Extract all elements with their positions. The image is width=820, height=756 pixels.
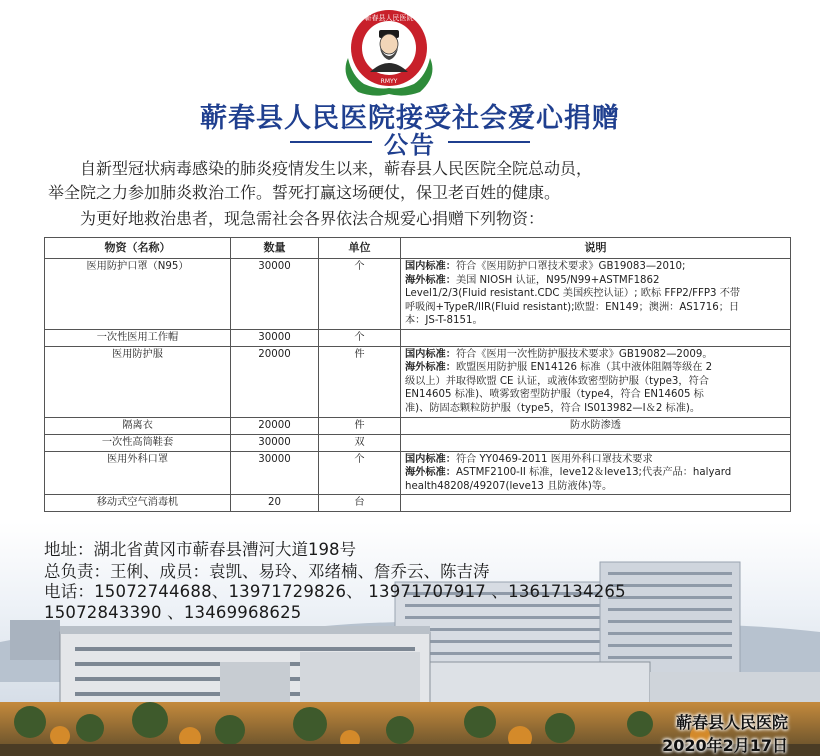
standard-text: 呼吸阀+TypeR/IIR(Fluid resistant);欧盟：EN149；澳洲：AS1716；日 [405, 301, 740, 313]
description-cell [401, 346, 791, 417]
hospital-logo [334, 6, 444, 98]
description-cell [401, 329, 791, 346]
phone-numbers-line-2: 15072843390 、13469968625 [44, 603, 302, 622]
standard-text: 本：JS-T-8151。 [405, 315, 483, 326]
subtitle-row [0, 128, 820, 159]
item-name-cell: 隔离衣 [45, 417, 231, 434]
quantity-cell: 30000 [231, 329, 319, 346]
subtitle-divider-right [448, 141, 530, 143]
unit-cell: 个 [319, 329, 401, 346]
responsible-persons-text: 总负责：王俐、成员：袁凯、易玲、邓绪楠、詹乔云、陈吉涛 [44, 562, 490, 581]
description-line [405, 402, 786, 416]
quantity-cell: 30000 [231, 434, 319, 451]
unit-cell: 个 [319, 451, 401, 495]
standard-text: 欧盟医用防护服 EN14126 标准（其中液体阻隔等级在 2 [455, 362, 713, 373]
standard-text: health48208/49207(leve13 且防液体)等。 [405, 480, 613, 492]
table-row [45, 259, 791, 330]
unit-cell: 双 [319, 434, 401, 451]
header-item-name: 物资（名称） [45, 238, 231, 259]
description-line [405, 466, 786, 480]
table-row [45, 434, 791, 451]
unit-cell: 件 [319, 417, 401, 434]
standard-label: 国内标准： [405, 261, 456, 272]
logo-ring-text: 蕲春县人民医院 [364, 14, 414, 22]
standard-label: 海外标准： [405, 362, 456, 373]
standard-label: 海外标准： [405, 467, 456, 478]
standard-text: EN14605 标准)、喷雾致密型防护服（type4，符合 EN14605 标 [405, 389, 704, 400]
description-line [405, 274, 786, 288]
standard-text: 级以上）并取得欧盟 CE 认证，或液体致密型防护服（type3，符合 [405, 375, 709, 387]
header-unit: 单位 [319, 238, 401, 259]
table-header-row [45, 238, 791, 259]
standard-text: Level1/2/3(Fluid resistant.CDC 美国疾控认证）; 欧标 FFP2/FFP3 不带 [405, 288, 741, 299]
header-quantity: 数量 [231, 238, 319, 259]
header-description: 说明 [401, 238, 791, 259]
description-line [405, 453, 786, 467]
standard-text: ASTMF2100-II 标准，leve12＆leve13;代表产品：halyard [455, 467, 732, 478]
quantity-cell: 30000 [231, 259, 319, 330]
unit-cell: 件 [319, 346, 401, 417]
description-line [405, 419, 786, 433]
standard-text: 符合《医用一次性防护服技术要求》GB19082—2009。 [455, 348, 713, 360]
unit-cell: 个 [319, 259, 401, 330]
signature-date: 2020年2月17日 [662, 736, 788, 755]
standard-text: 准)、防固态颗粒防护服（type5，符合 IS013982—I＆2 标准)。 [405, 402, 701, 414]
item-name-cell: 一次性医用工作帽 [45, 329, 231, 346]
standard-label: 国内标准： [405, 453, 456, 465]
phone-numbers-line-1: 电话：15072744688、13971729826、 13971707917 、13617134265 [44, 582, 626, 601]
description-line [405, 314, 786, 328]
standard-label: 国内标准： [405, 348, 456, 360]
description-line [405, 287, 786, 301]
table-row [45, 451, 791, 495]
subtitle-divider-left [290, 141, 372, 143]
standard-text: 符合 YY0469-2011 医用外科口罩技术要求 [455, 453, 653, 465]
table-row [45, 417, 791, 434]
unit-cell: 台 [319, 495, 401, 512]
intro-paragraph-2: 举全院之力参加肺炎救治工作。誓死打赢这场硬仗，保卫老百姓的健康。 [48, 183, 561, 202]
description-line [405, 301, 786, 315]
item-name-cell: 移动式空气消毒机 [45, 495, 231, 512]
item-name-cell: 医用防护服 [45, 346, 231, 417]
logo-abbrev: RMYY [380, 78, 398, 85]
item-name-cell: 一次性高筒鞋套 [45, 434, 231, 451]
quantity-cell: 20 [231, 495, 319, 512]
item-name-cell: 医用防护口罩（N95） [45, 259, 231, 330]
description-cell [401, 434, 791, 451]
standard-label: 海外标准： [405, 274, 456, 286]
notice-subtitle: 公告 [384, 130, 436, 159]
intro-paragraph-1: 自新型冠状病毒感染的肺炎疫情发生以来，蕲春县人民医院全院总动员， [80, 159, 593, 178]
signature-organization: 蕲春县人民医院 [675, 713, 788, 732]
supplies-table [44, 237, 791, 512]
table-row [45, 495, 791, 512]
quantity-cell: 20000 [231, 346, 319, 417]
description-cell [401, 417, 791, 434]
table-row [45, 329, 791, 346]
description-cell [401, 259, 791, 330]
quantity-cell: 30000 [231, 451, 319, 495]
standard-text: 符合《医用防护口罩技术要求》GB19083—2010; [455, 261, 686, 272]
description-cell [401, 451, 791, 495]
description-line [405, 480, 786, 494]
intro-paragraph-3: 为更好地救治患者，现急需社会各界依法合规爱心捐赠下列物资： [80, 209, 545, 228]
item-name-cell: 医用外科口罩 [45, 451, 231, 495]
notice-title: 蕲春县人民医院接受社会爱心捐赠 [200, 103, 620, 134]
address-text: 地址：湖北省黄冈市蕲春县漕河大道198号 [44, 540, 356, 559]
description-line [405, 361, 786, 375]
table-row [45, 346, 791, 417]
quantity-cell: 20000 [231, 417, 319, 434]
description-cell [401, 495, 791, 512]
standard-text: 防水防渗透 [570, 419, 621, 431]
description-line [405, 348, 786, 362]
description-line [405, 388, 786, 402]
standard-text: 美国 NIOSH 认证，N95/N99+ASTMF1862 [455, 274, 660, 286]
description-line [405, 375, 786, 389]
description-line [405, 260, 786, 274]
